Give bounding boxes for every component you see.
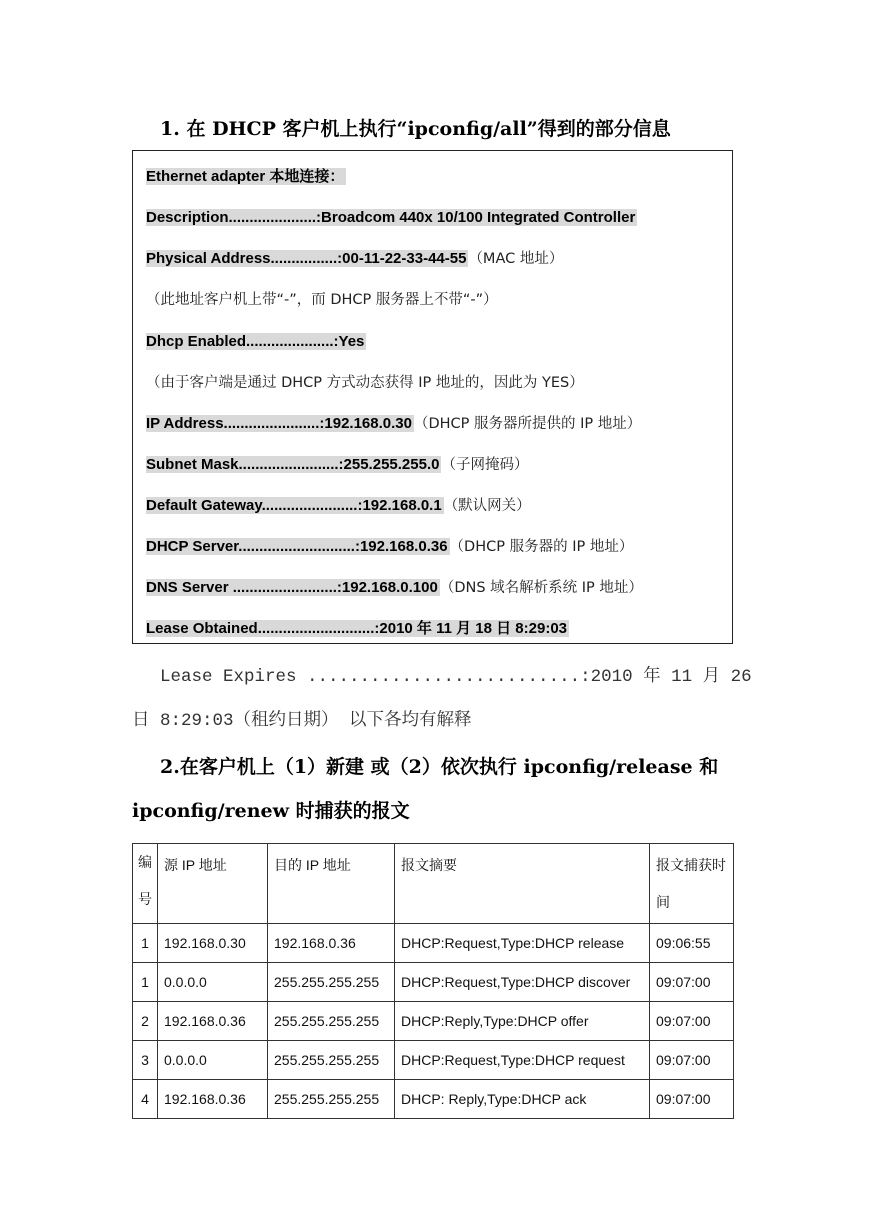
- table-cell: 255.255.255.255: [268, 1002, 395, 1041]
- default-gateway-line: Default Gateway.......................:192.168.0.1 （默认网关）: [146, 497, 531, 514]
- table-header-row: [133, 844, 734, 924]
- table-cell: 192.168.0.30: [158, 924, 268, 963]
- table-row: [133, 924, 734, 963]
- table-row: [133, 1080, 734, 1119]
- table-cell: 09:06:55: [650, 924, 734, 963]
- table-cell: 1: [133, 963, 158, 1002]
- ip-address-line: IP Address.......................:192.168.0.30 （DHCP 服务器所提供的 IP 地址）: [146, 415, 642, 432]
- section-2-heading-line-2: ipconfig/renew 时捕获的报文: [132, 800, 410, 822]
- table-cell: 192.168.0.36: [268, 924, 395, 963]
- table-cell: DHCP:Reply,Type:DHCP offer: [395, 1002, 650, 1041]
- lease-expires-line-1: Lease Expires ..........................:2010 年 11 月 26: [160, 667, 752, 687]
- table-cell: 255.255.255.255: [268, 1080, 395, 1119]
- header-cell: 报文摘要: [395, 844, 650, 924]
- dns-server-line: DNS Server .........................:192.168.0.100 （DNS 域名解析系统 IP 地址）: [146, 579, 643, 596]
- header-cell: 报文捕获时间: [650, 844, 734, 924]
- table-cell: 192.168.0.36: [158, 1002, 268, 1041]
- section-1-heading: 1. 在 DHCP 客户机上执行“ipconfig/all”得到的部分信息: [160, 118, 671, 140]
- lease-expires-line-2: 日 8:29:03（租约日期） 以下各均有解释: [132, 711, 472, 731]
- table-cell: 09:07:00: [650, 1080, 734, 1119]
- packet-capture-table: [132, 843, 734, 1119]
- table-cell: 09:07:00: [650, 1041, 734, 1080]
- table-cell: DHCP:Request,Type:DHCP request: [395, 1041, 650, 1080]
- subnet-mask-line: Subnet Mask........................:255.255.255.0 （子网掩码）: [146, 456, 529, 473]
- header-cell: 源 IP 地址: [158, 844, 268, 924]
- table-cell: 4: [133, 1080, 158, 1119]
- table-row: [133, 1002, 734, 1041]
- adapter-line: Ethernet adapter 本地连接：: [146, 168, 345, 185]
- table-cell: 192.168.0.36: [158, 1080, 268, 1119]
- table-cell: 2: [133, 1002, 158, 1041]
- table-cell: 09:07:00: [650, 963, 734, 1002]
- dhcp-server-line: DHCP Server............................:192.168.0.36 （DHCP 服务器的 IP 地址）: [146, 538, 634, 555]
- dhcp-enabled-line: Dhcp Enabled.....................:Yes: [146, 333, 365, 350]
- table-row: [133, 963, 734, 1002]
- ipconfig-output-screenshot: [132, 150, 733, 644]
- header-cell: 目的 IP 地址: [268, 844, 395, 924]
- section-2-heading-line-1: 2.在客户机上（1）新建 或（2）依次执行 ipconfig/release 和: [160, 756, 719, 778]
- table-cell: 09:07:00: [650, 1002, 734, 1041]
- table-cell: 255.255.255.255: [268, 1041, 395, 1080]
- table-cell: 1: [133, 924, 158, 963]
- physical-address-line: Physical Address................:00-11-22-33-44-55 （MAC 地址）: [146, 250, 564, 267]
- table-cell: 0.0.0.0: [158, 963, 268, 1002]
- physical-address-note: （此地址客户机上带“-”，而 DHCP 服务器上不带“-”）: [146, 292, 498, 308]
- table-row: [133, 1041, 734, 1080]
- lease-obtained-line: Lease Obtained............................:2010 年 11 月 18 日 8:29:03: [146, 620, 568, 637]
- description-line: Description.....................:Broadcom 440x 10/100 Integrated Controller: [146, 209, 636, 226]
- table-cell: DHCP: Reply,Type:DHCP ack: [395, 1080, 650, 1119]
- table-cell: DHCP:Request,Type:DHCP release: [395, 924, 650, 963]
- table-cell: 255.255.255.255: [268, 963, 395, 1002]
- table-cell: DHCP:Request,Type:DHCP discover: [395, 963, 650, 1002]
- table-cell: 3: [133, 1041, 158, 1080]
- table-cell: 0.0.0.0: [158, 1041, 268, 1080]
- header-cell: 编号: [133, 844, 158, 924]
- dhcp-enabled-note: （由于客户端是通过 DHCP 方式动态获得 IP 地址的，因此为 YES）: [146, 375, 584, 391]
